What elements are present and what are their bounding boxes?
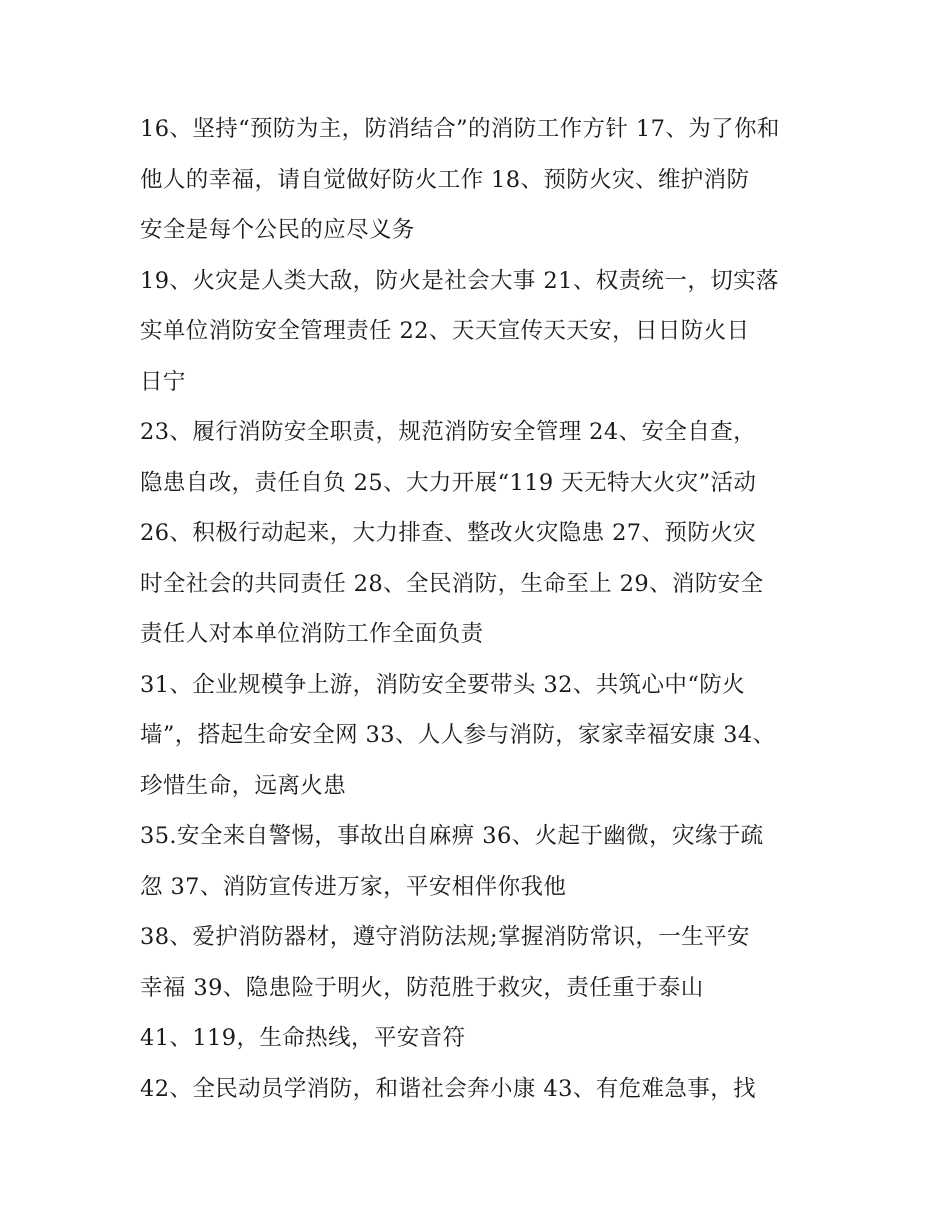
text-line: 幸福 39、隐患险于明火，防范胜于救灾，责任重于泰山: [140, 974, 704, 1001]
paragraph-35-37: [140, 811, 820, 912]
text-line: 他人的幸福，请自觉做好防火工作 18、预防火灾、维护消防: [140, 166, 750, 193]
document-page: [140, 104, 820, 1114]
text-line: 日宁: [140, 368, 186, 395]
text-line: 时全社会的共同责任 28、全民消防，生命至上 29、消防安全: [140, 570, 764, 597]
text-line: 41、119，生命热线，平安音符: [140, 1025, 466, 1051]
text-line: 墙”，搭起生命安全网 33、人人参与消防，家家幸福安康 34、: [140, 722, 776, 748]
text-line: 实单位消防安全管理责任 22、天天宣传天天安，日日防火日: [140, 318, 750, 344]
text-line: 忽 37、消防宣传进万家，平安相伴你我他: [140, 873, 567, 900]
paragraph-26-29: [140, 508, 820, 660]
text-line: 23、履行消防安全职责，规范消防安全管理 24、安全自查，: [140, 419, 757, 445]
text-line: 31、企业规模争上游，消防安全要带头 32、共筑心中“防火: [140, 671, 746, 698]
text-line: 38、爱护消防器材，遵守消防法规;掌握消防常识，一生平安: [140, 924, 750, 950]
text-line: 责任人对本单位消防工作全面负责: [140, 621, 484, 647]
paragraph-23-25: [140, 407, 820, 508]
paragraph-42-43: [140, 1064, 820, 1115]
text-line: 珍惜生命，远离火患: [140, 772, 347, 799]
text-line: 隐患自改，责任自负 25、大力开展“119 天无特大火灾”活动: [140, 469, 757, 496]
paragraph-38-39: [140, 912, 820, 1013]
text-line: 26、积极行动起来，大力排查、整改火灾隐患 27、预防火灾: [140, 520, 757, 546]
paragraph-16-18: [140, 104, 820, 256]
text-line: 安全是每个公民的应尽义务: [140, 217, 415, 243]
paragraph-19-22: [140, 256, 820, 408]
text-line: 42、全民动员学消防，和谐社会奔小康 43、有危难急事，找: [140, 1075, 757, 1102]
text-line: 16、坚持“预防为主，防消结合”的消防工作方针 17、为了你和: [140, 116, 780, 142]
paragraph-31-34: [140, 660, 820, 812]
text-line: 19、火灾是人类大敌，防火是社会大事 21、权责统一，切实落: [140, 267, 779, 294]
text-line: 35.安全来自警惕，事故出自麻痹 36、火起于幽微，灾缘于疏: [140, 823, 764, 849]
paragraph-41: [140, 1013, 820, 1064]
